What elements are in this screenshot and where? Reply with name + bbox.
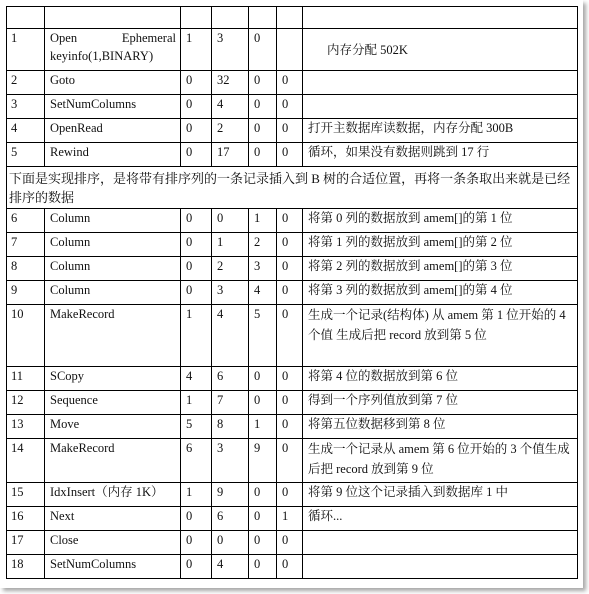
p1-cell: 0 (181, 257, 212, 281)
addr-cell: 13 (7, 415, 45, 439)
p2-cell: 8 (212, 415, 249, 439)
p1-cell: 1 (181, 483, 212, 507)
table-row (7, 119, 578, 143)
addr-cell: 5 (7, 143, 45, 167)
header-cell (45, 7, 181, 29)
opcode-cell: Close (45, 531, 181, 555)
p3-cell: 1 (249, 415, 277, 439)
p1-cell: 0 (181, 209, 212, 233)
p1-cell: 1 (181, 305, 212, 367)
p1-cell: 0 (181, 531, 212, 555)
p1-cell: 0 (181, 71, 212, 95)
p3-cell: 0 (249, 95, 277, 119)
comment-cell (303, 71, 578, 95)
p3-cell: 4 (249, 281, 277, 305)
p4-cell: 0 (277, 305, 303, 367)
p2-cell: 3 (212, 29, 249, 71)
p2-cell: 9 (212, 483, 249, 507)
p2-cell: 2 (212, 119, 249, 143)
opcode-cell: Column (45, 257, 181, 281)
table-row (7, 143, 578, 167)
opcode-cell: IdxInsert（内存 1K） (45, 483, 181, 507)
addr-cell: 11 (7, 367, 45, 391)
opcode-cell: OpenRead (45, 119, 181, 143)
opcode-cell: SetNumColumns (45, 555, 181, 579)
addr-cell: 3 (7, 95, 45, 119)
p2-cell: 3 (212, 281, 249, 305)
p1-cell: 0 (181, 119, 212, 143)
comment-cell: 将第五位数据移到第 8 位 (303, 415, 578, 439)
table-row (7, 483, 578, 507)
p3-cell: 1 (249, 209, 277, 233)
comment-cell: 循环，如果没有数据则跳到 17 行 (303, 143, 578, 167)
addr-cell: 1 (7, 29, 45, 71)
p2-cell: 4 (212, 555, 249, 579)
header-row (7, 7, 578, 29)
opcode-cell: MakeRecord (45, 305, 181, 367)
section-note: 下面是实现排序，是将带有排序列的一条记录插入到 B 树的合适位置，再将一条条取出来就是已经排序的数据 (7, 167, 578, 209)
addr-cell: 18 (7, 555, 45, 579)
p2-cell: 0 (212, 531, 249, 555)
addr-cell: 2 (7, 71, 45, 95)
table-row (7, 29, 578, 71)
table-row (7, 233, 578, 257)
opcode-line: keyinfo(1,BINARY) (50, 49, 154, 63)
p1-cell: 4 (181, 367, 212, 391)
addr-cell: 7 (7, 233, 45, 257)
addr-cell: 9 (7, 281, 45, 305)
header-cell (277, 7, 303, 29)
p1-cell: 6 (181, 439, 212, 483)
opcode-cell: Column (45, 281, 181, 305)
p1-cell: 5 (181, 415, 212, 439)
table-row (7, 305, 578, 367)
table-row (7, 367, 578, 391)
addr-cell: 4 (7, 119, 45, 143)
p1-cell: 0 (181, 507, 212, 531)
opcode-cell: MakeRecord (45, 439, 181, 483)
p3-cell: 2 (249, 233, 277, 257)
p2-cell: 0 (212, 209, 249, 233)
p2-cell: 4 (212, 95, 249, 119)
header-cell (181, 7, 212, 29)
comment-cell: 生成一个记录(结构体) 从 amem 第 1 位开始的 4 个值 生成后把 record 放到第 5 位 (303, 305, 578, 367)
p4-cell: 0 (277, 95, 303, 119)
p2-cell: 2 (212, 257, 249, 281)
p4-cell: 0 (277, 209, 303, 233)
comment-cell: 得到一个序列值放到第 7 位 (303, 391, 578, 415)
header-cell (249, 7, 277, 29)
comment-cell: 将第 9 位这个记录插入到数据库 1 中 (303, 483, 578, 507)
opcode-line: Open Ephemeral (50, 31, 176, 45)
p4-cell: 0 (277, 367, 303, 391)
p3-cell: 3 (249, 257, 277, 281)
opcode-cell: SCopy (45, 367, 181, 391)
table-row (7, 555, 578, 579)
addr-cell: 16 (7, 507, 45, 531)
p4-cell: 0 (277, 531, 303, 555)
p1-cell: 1 (181, 391, 212, 415)
p4-cell: 0 (277, 71, 303, 95)
opcode-cell: Goto (45, 71, 181, 95)
opcode-cell: Next (45, 507, 181, 531)
addr-cell: 14 (7, 439, 45, 483)
p2-cell: 6 (212, 507, 249, 531)
table-row (7, 71, 578, 95)
p2-cell: 6 (212, 367, 249, 391)
table-row (7, 257, 578, 281)
vdbe-opcode-table (6, 6, 578, 579)
p3-cell: 9 (249, 439, 277, 483)
comment-cell (303, 531, 578, 555)
table-row (7, 507, 578, 531)
opcode-cell: Move (45, 415, 181, 439)
p4-cell: 0 (277, 257, 303, 281)
comment-cell (303, 29, 578, 71)
addr-cell: 12 (7, 391, 45, 415)
table-row (7, 209, 578, 233)
p3-cell: 0 (249, 531, 277, 555)
comment-cell: 打开主数据库读数据，内存分配 300B (303, 119, 578, 143)
p1-cell: 0 (181, 143, 212, 167)
opcode-cell: Column (45, 209, 181, 233)
opcode-cell: Sequence (45, 391, 181, 415)
p1-cell: 0 (181, 281, 212, 305)
p3-cell: 0 (249, 29, 277, 71)
comment-cell: 将第 0 列的数据放到 amem[]的第 1 位 (303, 209, 578, 233)
p4-cell: 0 (277, 119, 303, 143)
p4-cell: 0 (277, 415, 303, 439)
p2-cell: 1 (212, 233, 249, 257)
section-note-row (7, 167, 578, 209)
table-row (7, 439, 578, 483)
p4-cell: 0 (277, 143, 303, 167)
p3-cell: 0 (249, 143, 277, 167)
p4-cell: 0 (277, 555, 303, 579)
header-cell (212, 7, 249, 29)
p2-cell: 17 (212, 143, 249, 167)
p3-cell: 0 (249, 119, 277, 143)
addr-cell: 8 (7, 257, 45, 281)
opcode-cell (45, 29, 181, 71)
p4-cell (277, 29, 303, 71)
opcode-cell: Rewind (45, 143, 181, 167)
p1-cell: 1 (181, 29, 212, 71)
p2-cell: 3 (212, 439, 249, 483)
p1-cell: 0 (181, 95, 212, 119)
addr-cell: 6 (7, 209, 45, 233)
p1-cell: 0 (181, 233, 212, 257)
p2-cell: 4 (212, 305, 249, 367)
p4-cell: 0 (277, 439, 303, 483)
p3-cell: 0 (249, 555, 277, 579)
header-cell (7, 7, 45, 29)
p2-cell: 7 (212, 391, 249, 415)
addr-cell: 15 (7, 483, 45, 507)
table-row (7, 415, 578, 439)
p4-cell: 1 (277, 507, 303, 531)
p4-cell: 0 (277, 281, 303, 305)
comment-cell (303, 95, 578, 119)
p3-cell: 0 (249, 483, 277, 507)
p3-cell: 0 (249, 391, 277, 415)
p3-cell: 0 (249, 367, 277, 391)
table-row (7, 391, 578, 415)
addr-cell: 17 (7, 531, 45, 555)
opcode-cell: Column (45, 233, 181, 257)
p4-cell: 0 (277, 233, 303, 257)
p3-cell: 0 (249, 507, 277, 531)
comment-cell (303, 555, 578, 579)
p3-cell: 5 (249, 305, 277, 367)
comment-cell: 将第 4 位的数据放到第 6 位 (303, 367, 578, 391)
comment-text: 内存分配 502K (327, 42, 408, 57)
comment-cell: 将第 3 列的数据放到 amem[]的第 4 位 (303, 281, 578, 305)
header-cell (303, 7, 578, 29)
table-row (7, 95, 578, 119)
comment-cell: 将第 1 列的数据放到 amem[]的第 2 位 (303, 233, 578, 257)
comment-cell: 生成一个记录从 amem 第 6 位开始的 3 个值生成后把 record 放到第 9 位 (303, 439, 578, 483)
opcode-cell: SetNumColumns (45, 95, 181, 119)
table-row (7, 531, 578, 555)
p1-cell: 0 (181, 555, 212, 579)
comment-cell: 循环... (303, 507, 578, 531)
comment-cell: 将第 2 列的数据放到 amem[]的第 3 位 (303, 257, 578, 281)
p4-cell: 0 (277, 483, 303, 507)
table-row (7, 281, 578, 305)
addr-cell: 10 (7, 305, 45, 367)
p2-cell: 32 (212, 71, 249, 95)
p4-cell: 0 (277, 391, 303, 415)
p3-cell: 0 (249, 71, 277, 95)
